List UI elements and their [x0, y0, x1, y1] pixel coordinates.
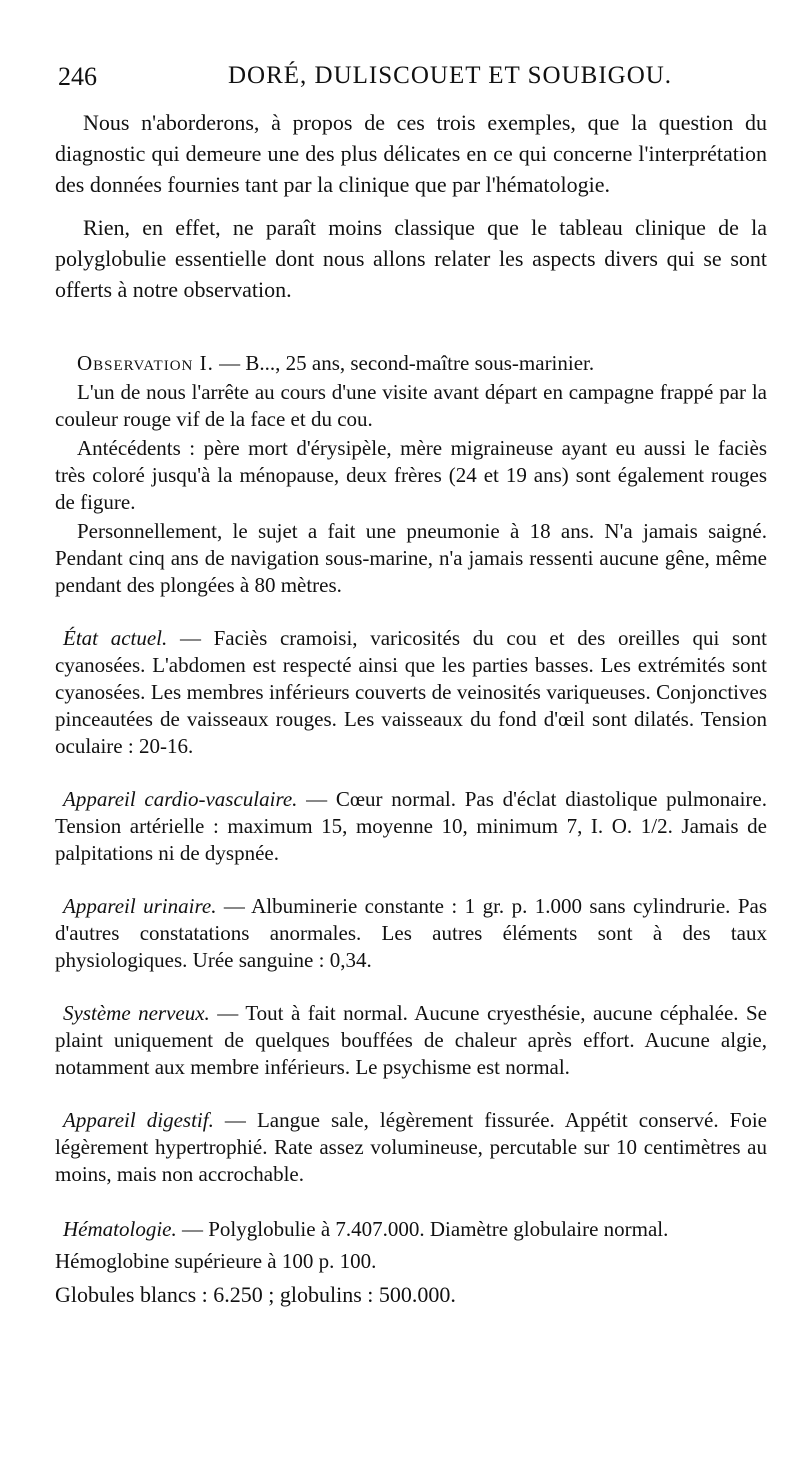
- page-body: [55, 107, 767, 1312]
- intro-section: [55, 107, 767, 305]
- section-text: — Polyglobulie à 7.407.000. Diamètre globulaire normal.: [176, 1217, 669, 1241]
- section-text: — Cœur normal. Pas d'éclat diastolique pulmonaire. Tension artérielle : maximum 15, moyenne 10, minimum 7, I. O. 1/2. Jamais de palpitations ni de dyspnée.: [55, 787, 767, 865]
- page-number: 246: [58, 62, 97, 91]
- section-label: Appareil urinaire.: [63, 894, 217, 918]
- hematology-line: Hémoglobine supérieure à 100 p. 100.: [55, 1249, 377, 1273]
- observation-heading-rest: — B..., 25 ans, second-maître sous-marinier.: [213, 351, 595, 375]
- observation-heading-paragraph: [55, 350, 767, 377]
- page-header: [58, 62, 758, 102]
- section-paragraph: [55, 786, 767, 867]
- hematology-line: [55, 1214, 767, 1244]
- section-cardio-vasculaire: [55, 786, 767, 867]
- section-text: — Faciès cramoisi, varicosités du cou et des oreilles qui sont cyanosées. L'abdomen est respecté ainsi que les parties basses. Les extrémités sont cyanosées. Les membres inférieurs couverts de veinosités variqueuses. Conjonctives pinceautées de vaisseaux rouges. Les vaisseaux du fond d'œil sont dilatés. Tension oculaire : 20-16.: [55, 626, 767, 758]
- section-paragraph: [55, 625, 767, 760]
- observation-paragraph: Antécédents : père mort d'érysipèle, mère migraineuse ayant eu aussi le faciès très coloré jusqu'à la ménopause, deux frères (24 et 19 ans) sont également rouges de figure.: [55, 436, 767, 514]
- section-label: Système nerveux.: [63, 1001, 210, 1025]
- section-paragraph: [55, 893, 767, 974]
- observation-paragraph: Personnellement, le sujet a fait une pneumonie à 18 ans. N'a jamais saigné. Pendant cinq ans de navigation sous-marine, n'a jamais ressenti aucune gêne, même pendant des plongées à 80 mètres.: [55, 519, 767, 597]
- section-hematologie: [55, 1214, 767, 1310]
- observation-heading: Observation I.: [77, 351, 214, 375]
- hematology-line: Globules blancs : 6.250 ; globulins : 500.000.: [55, 1282, 456, 1307]
- section-text: — Albuminerie constante : 1 gr. p. 1.000 sans cylindrurie. Pas d'autres constatations anormales. Les autres éléments sont à des taux physiologiques. Urée sanguine : 0,34.: [55, 894, 767, 972]
- section-label: Appareil cardio-vasculaire.: [63, 787, 298, 811]
- section-paragraph: [55, 1107, 767, 1188]
- section-digestif: [55, 1107, 767, 1188]
- intro-paragraph: Nous n'aborderons, à propos de ces trois exemples, que la question du diagnostic qui demeure une des plus délicates en ce qui concerne l'interprétation des données fournies tant par la clinique que par l'hématologie.: [55, 110, 767, 197]
- section-etat-actuel: [55, 625, 767, 760]
- section-paragraph: [55, 1000, 767, 1081]
- observation-paragraph: L'un de nous l'arrête au cours d'une visite avant départ en campagne frappé par la couleur rouge vif de la face et du cou.: [55, 380, 767, 431]
- section-urinaire: [55, 893, 767, 974]
- intro-paragraph: Rien, en effet, ne paraît moins classique que le tableau clinique de la polyglobulie essentielle dont nous allons relater les aspects divers qui se sont offerts à notre observation.: [55, 215, 767, 302]
- section-text: — Tout à fait normal. Aucune cryesthésie, aucune céphalée. Se plaint uniquement de quelques bouffées de chaleur après effort. Aucune algie, notamment aux membre inférieurs. Le psychisme est normal.: [55, 1001, 767, 1079]
- observation-block: [55, 350, 767, 1310]
- section-label: Appareil digestif.: [63, 1108, 214, 1132]
- section-label: État actuel.: [63, 626, 168, 650]
- section-systeme-nerveux: [55, 1000, 767, 1081]
- section-text: — Langue sale, légèrement fissurée. Appétit conservé. Foie légèrement hypertrophié. Rate assez volumineuse, percutable sur 10 centimètres au moins, mais non accrochable.: [55, 1108, 767, 1186]
- running-head: DORÉ, DULISCOUET ET SOUBIGOU.: [228, 62, 673, 89]
- section-label: Hématologie.: [63, 1217, 177, 1241]
